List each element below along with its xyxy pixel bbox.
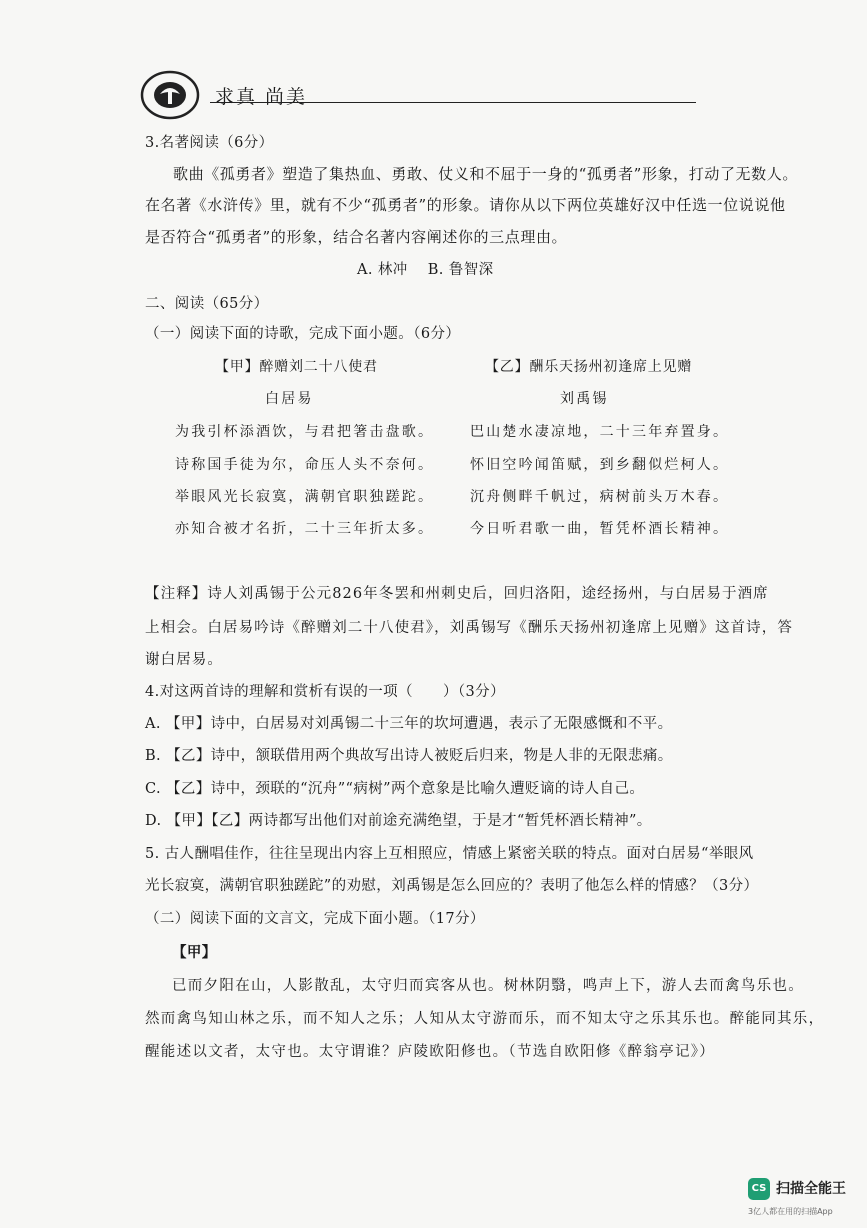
passage-line-2: 然而禽鸟知山林之乐，而不知人之乐；人知从太守游而乐，而不知太守之乐其乐也。醉能同其乐， — [145, 1011, 825, 1027]
passage-line-3: 醒能述以文者，太守也。太守谓谁？庐陵欧阳修也。（节选自欧阳修《醉翁亭记》） — [145, 1044, 716, 1060]
school-motto: 求真 尚美 — [215, 86, 308, 108]
part-2-title: （二）阅读下面的文言文，完成下面小题。（17分） — [145, 911, 485, 927]
q4-option-d: D. 【甲】【乙】两诗都写出他们对前途充满绝望，于是才“暂凭杯酒长精神”。 — [145, 813, 652, 829]
poem-a-line: 举眼风光长寂寞，满朝官职独蹉跎。 — [175, 489, 435, 505]
q4-option-a: A. 【甲】诗中，白居易对刘禹锡二十三年的坎坷遭遇，表示了无限感慨和不平。 — [145, 716, 673, 732]
poem-a-author: 白居易 — [265, 391, 314, 407]
q3-options: A. 林冲 B. 鲁智深 — [357, 262, 494, 278]
poem-a-title: 【甲】醉赠刘二十八使君 — [215, 359, 378, 375]
camscanner-logo-icon: CS — [748, 1178, 770, 1200]
passage-jia-label: 【甲】 — [172, 944, 217, 961]
q3-paragraph-line-3: 是否符合“孤勇者”的形象，结合名著内容阐述你的三点理由。 — [145, 228, 568, 246]
q4-option-c: C. 【乙】诗中，颈联的“沉舟”“病树”两个意象是比喻久遭贬谪的诗人自己。 — [145, 781, 645, 797]
poem-a-line: 亦知合被才名折，二十三年折太多。 — [175, 521, 435, 537]
section-2-title: 二、阅读（65分） — [145, 296, 269, 312]
q3-paragraph-line-1: 歌曲《孤勇者》塑造了集热血、勇敢、仗义和不屈于一身的“孤勇者”形象，打动了无数人。 — [173, 165, 798, 183]
school-seal-icon — [138, 68, 202, 122]
scanner-watermark — [748, 1176, 863, 1222]
passage-line-1: 已而夕阳在山，人影散乱，太守归而宾客从也。树林阴翳，鸣声上下，游人去而禽鸟乐也。 — [172, 978, 804, 994]
note-line-1: 【注释】诗人刘禹锡于公元826年冬罢和州刺史后，回归洛阳，途经扬州，与白居易于酒席 — [145, 586, 769, 602]
poem-b-line: 怀旧空吟闻笛赋，到乡翻似烂柯人。 — [470, 457, 730, 473]
header-divider — [210, 102, 696, 103]
q3-title: 3.名著阅读（6分） — [145, 135, 274, 151]
poem-b-line: 巴山楚水凄凉地，二十三年弃置身。 — [470, 424, 730, 440]
q4-option-b: B. 【乙】诗中，颔联借用两个典故写出诗人被贬后归来，物是人非的无限悲痛。 — [145, 748, 673, 764]
scanner-tagline: 3亿人都在用的扫描App — [748, 1207, 833, 1216]
q4-title: 4.对这两首诗的理解和赏析有误的一项（ ）（3分） — [145, 684, 505, 700]
part-1-title: （一）阅读下面的诗歌，完成下面小题。（6分） — [145, 326, 461, 342]
q3-paragraph-line-2: 在名著《水浒传》里，就有不少“孤勇者”的形象。请你从以下两位英雄好汉中任选一位说说他 — [145, 196, 786, 214]
poem-b-line: 沉舟侧畔千帆过，病树前头万木春。 — [470, 489, 730, 505]
poem-b-author: 刘禹锡 — [560, 391, 609, 407]
poem-b-line: 今日听君歌一曲，暂凭杯酒长精神。 — [470, 521, 730, 537]
note-line-3: 谢白居易。 — [145, 652, 223, 668]
poem-a-line: 诗称国手徒为尔，命压人头不奈何。 — [175, 457, 435, 473]
poem-b-title: 【乙】酬乐天扬州初逢席上见赠 — [485, 359, 693, 375]
scanner-app-name: 扫描全能王 — [776, 1181, 846, 1197]
poem-a-line: 为我引杯添酒饮，与君把箸击盘歌。 — [175, 424, 435, 440]
q5-line-1: 5. 古人酬唱佳作，往往呈现出内容上互相照应，情感上紧密关联的特点。面对白居易“举眼风 — [145, 846, 754, 862]
q5-line-2: 光长寂寞，满朝官职独蹉跎”的劝慰，刘禹锡是怎么回应的？表明了他怎么样的情感？（3分） — [145, 878, 759, 894]
note-line-2: 上相会。白居易吟诗《醉赠刘二十八使君》，刘禹锡写《酬乐天扬州初逢席上见赠》这首诗，答 — [145, 620, 793, 636]
